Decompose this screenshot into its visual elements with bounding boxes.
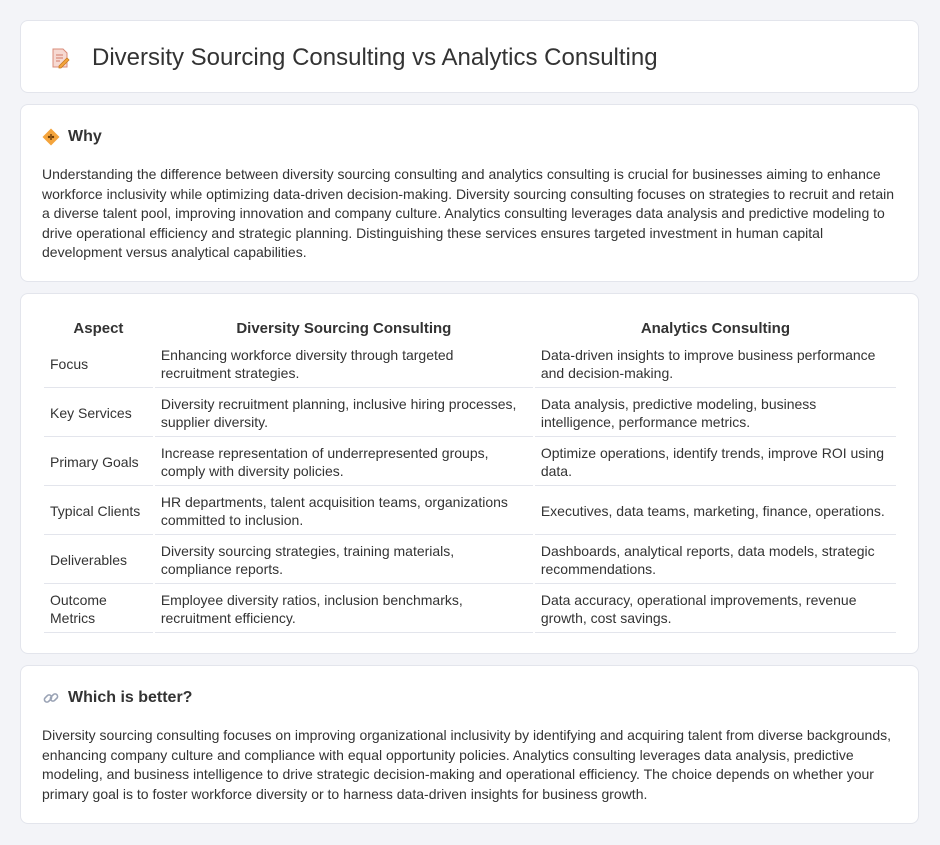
table-row: [44, 586, 896, 633]
row-aspect: Primary Goals: [44, 439, 153, 486]
table-row: [44, 341, 896, 388]
row-analytics-cell: Data accuracy, operational improvements, revenue growth, cost savings.: [535, 586, 896, 633]
row-diversity-cell: Diversity recruitment planning, inclusive hiring processes, supplier diversity.: [155, 390, 533, 437]
header-analytics: Analytics Consulting: [640, 319, 790, 337]
why-section: [20, 104, 919, 282]
better-heading: [42, 688, 192, 708]
row-analytics-cell: Optimize operations, identify trends, improve ROI using data.: [535, 439, 896, 486]
link-icon: [42, 689, 60, 707]
row-diversity-cell: HR departments, talent acquisition teams, organizations committed to inclusion.: [155, 488, 533, 535]
why-text: Understanding the difference between diversity sourcing consulting and analytics consulting is crucial for businesses aiming to enhance workforce inclusivity while optimizing data-driven decision-making. Diversity sourcing consulting focuses on strategies to recruit and retain a diverse talent pool, improving innovation and company culture. Analytics consulting leverages data analysis and predictive modeling to drive operational efficiency and strategic planning. Distinguishing these services ensures targeted investment in human capital development versus analytical capabilities.: [42, 166, 895, 261]
row-diversity-cell: Increase representation of underrepresented groups, comply with diversity policies.: [155, 439, 533, 486]
table-row: [44, 439, 896, 486]
row-aspect: Typical Clients: [44, 488, 153, 535]
row-analytics-cell: Data-driven insights to improve business performance and decision-making.: [535, 341, 896, 388]
comparison-table: [42, 315, 898, 635]
row-analytics-cell: Executives, data teams, marketing, finance, operations.: [535, 488, 896, 535]
page-title: Diversity Sourcing Consulting vs Analytics Consulting: [92, 44, 658, 71]
diamond-sign-icon: [42, 128, 60, 146]
table-row: [44, 488, 896, 535]
header-diversity-sourcing: Diversity Sourcing Consulting: [236, 319, 452, 337]
table-row: [44, 390, 896, 437]
title-card: [20, 20, 919, 93]
row-aspect: Focus: [44, 341, 153, 388]
document-edit-icon: [48, 46, 72, 70]
row-aspect: Deliverables: [44, 537, 153, 584]
header-aspect: Aspect: [73, 319, 124, 337]
row-diversity-cell: Diversity sourcing strategies, training materials, compliance reports.: [155, 537, 533, 584]
row-aspect: Key Services: [44, 390, 153, 437]
row-diversity-cell: Enhancing workforce diversity through targeted recruitment strategies.: [155, 341, 533, 388]
better-text: Diversity sourcing consulting focuses on improving organizational inclusivity by identifying and acquiring talent from diverse backgrounds, enhancing company culture and compliance with equal opportunity policies. Analytics consulting leverages data analysis, predictive modeling, and business intelligence to drive strategic decision-making and operational efficiency. The choice depends on whether your primary goal is to foster workforce diversity or to harness data-driven insights for business growth.: [42, 727, 891, 802]
row-analytics-cell: Dashboards, analytical reports, data models, strategic recommendations.: [535, 537, 896, 584]
why-heading: [42, 127, 102, 147]
which-better-section: [20, 665, 919, 824]
table-row: [44, 537, 896, 584]
row-analytics-cell: Data analysis, predictive modeling, business intelligence, performance metrics.: [535, 390, 896, 437]
comparison-card: [20, 293, 919, 654]
better-title: Which is better?: [68, 689, 193, 706]
why-title: Why: [68, 128, 102, 145]
row-diversity-cell: Employee diversity ratios, inclusion benchmarks, recruitment efficiency.: [155, 586, 533, 633]
row-aspect: Outcome Metrics: [44, 586, 153, 633]
table-header-row: [44, 317, 896, 339]
